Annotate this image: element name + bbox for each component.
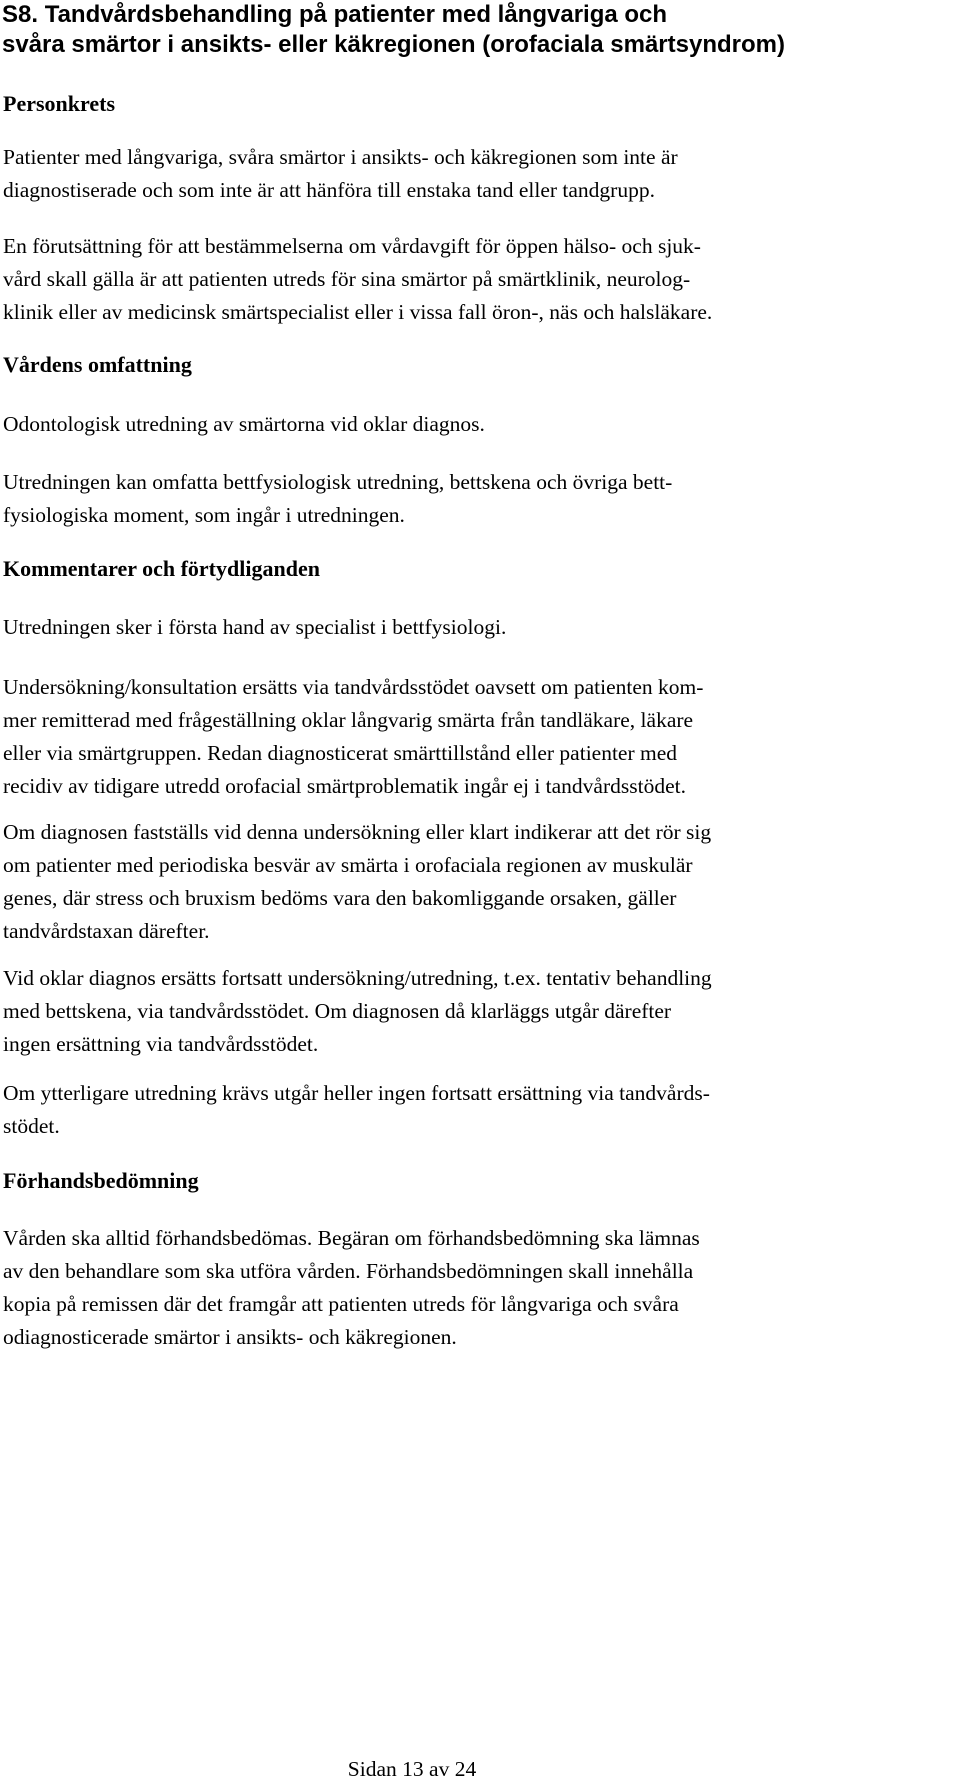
paragraph-kommentarer-4: Vid oklar diagnos ersätts fortsatt undersökning/utredning, t.ex. tentativ behandling med bettskena, via tandvårdsstödet. Om diagnosen då klarläggs utgår därefter ingen ersättning via tandvårdsstödet. xyxy=(3,966,712,1056)
paragraph-forhandsbedomning-1: Vården ska alltid förhandsbedömas. Begäran om förhandsbedömning ska lämnas av den behandlare som ska utföra vården. Förhandsbedömningen skall innehålla kopia på remissen där det framgår att patienten utreds för långvariga och svåra odiagnosticerade smärtor i ansikts- och käkregionen. xyxy=(3,1226,700,1349)
paragraph-personkrets-1: Patienter med långvariga, svåra smärtor i ansikts- och käkregionen som inte är diagnostiserade och som inte är att hänföra till enstaka tand eller tandgrupp. xyxy=(3,145,678,202)
heading-personkrets: Personkrets xyxy=(3,91,116,116)
page-number: Sidan 13 av 24 xyxy=(347,1757,477,1781)
paragraph-omfattning-2: Utredningen kan omfatta bettfysiologisk utredning, bettskena och övriga bett- fysiologiska moment, som ingår i utredningen. xyxy=(3,470,673,527)
paragraph-kommentarer-1: Utredningen sker i första hand av specialist i bettfysiologi. xyxy=(3,615,507,639)
paragraph-personkrets-2: En förutsättning för att bestämmelserna om vårdavgift för öppen hälso- och sjuk- vård skall gälla är att patienten utreds för sina smärtor på smärtklinik, neurolog- klinik eller av medicinsk smärtspecialist eller i vissa fall öron-, näs och halsläkare. xyxy=(3,234,713,324)
paragraph-kommentarer-5: Om ytterligare utredning krävs utgår heller ingen fortsatt ersättning via tandvårds- stödet. xyxy=(3,1081,710,1138)
paragraph-kommentarer-3: Om diagnosen fastställs vid denna undersökning eller klart indikerar att det rör sig om patienter med periodiska besvär av smärta i orofaciala regionen av muskulär genes, där stress och bruxism bedöms vara den bakomliggande orsaken, gäller tandvårdstaxan därefter. xyxy=(3,820,712,943)
heading-kommentarer: Kommentarer och förtydliganden xyxy=(3,556,320,581)
paragraph-kommentarer-2: Undersökning/konsultation ersätts via tandvårdsstödet oavsett om patienten kom- mer remitterad med frågeställning oklar långvarig smärta från tandläkare, läkare eller via smärtgruppen. Redan diagnosticerat smärttillstånd eller patienter med recidiv av tidigare utredd orofacial smärtproblematik ingår ej i tandvårdsstödet. xyxy=(3,675,704,798)
paragraph-omfattning-1: Odontologisk utredning av smärtorna vid oklar diagnos. xyxy=(3,412,485,436)
document-title: S8. Tandvårdsbehandling på patienter med långvariga och svåra smärtor i ansikts- eller käkregionen (orofaciala smärtsyndrom) xyxy=(2,1,785,58)
page-footer xyxy=(0,1755,960,1783)
heading-vardens-omfattning: Vårdens omfattning xyxy=(3,352,192,377)
heading-forhandsbedomning: Förhandsbedömning xyxy=(3,1168,199,1193)
